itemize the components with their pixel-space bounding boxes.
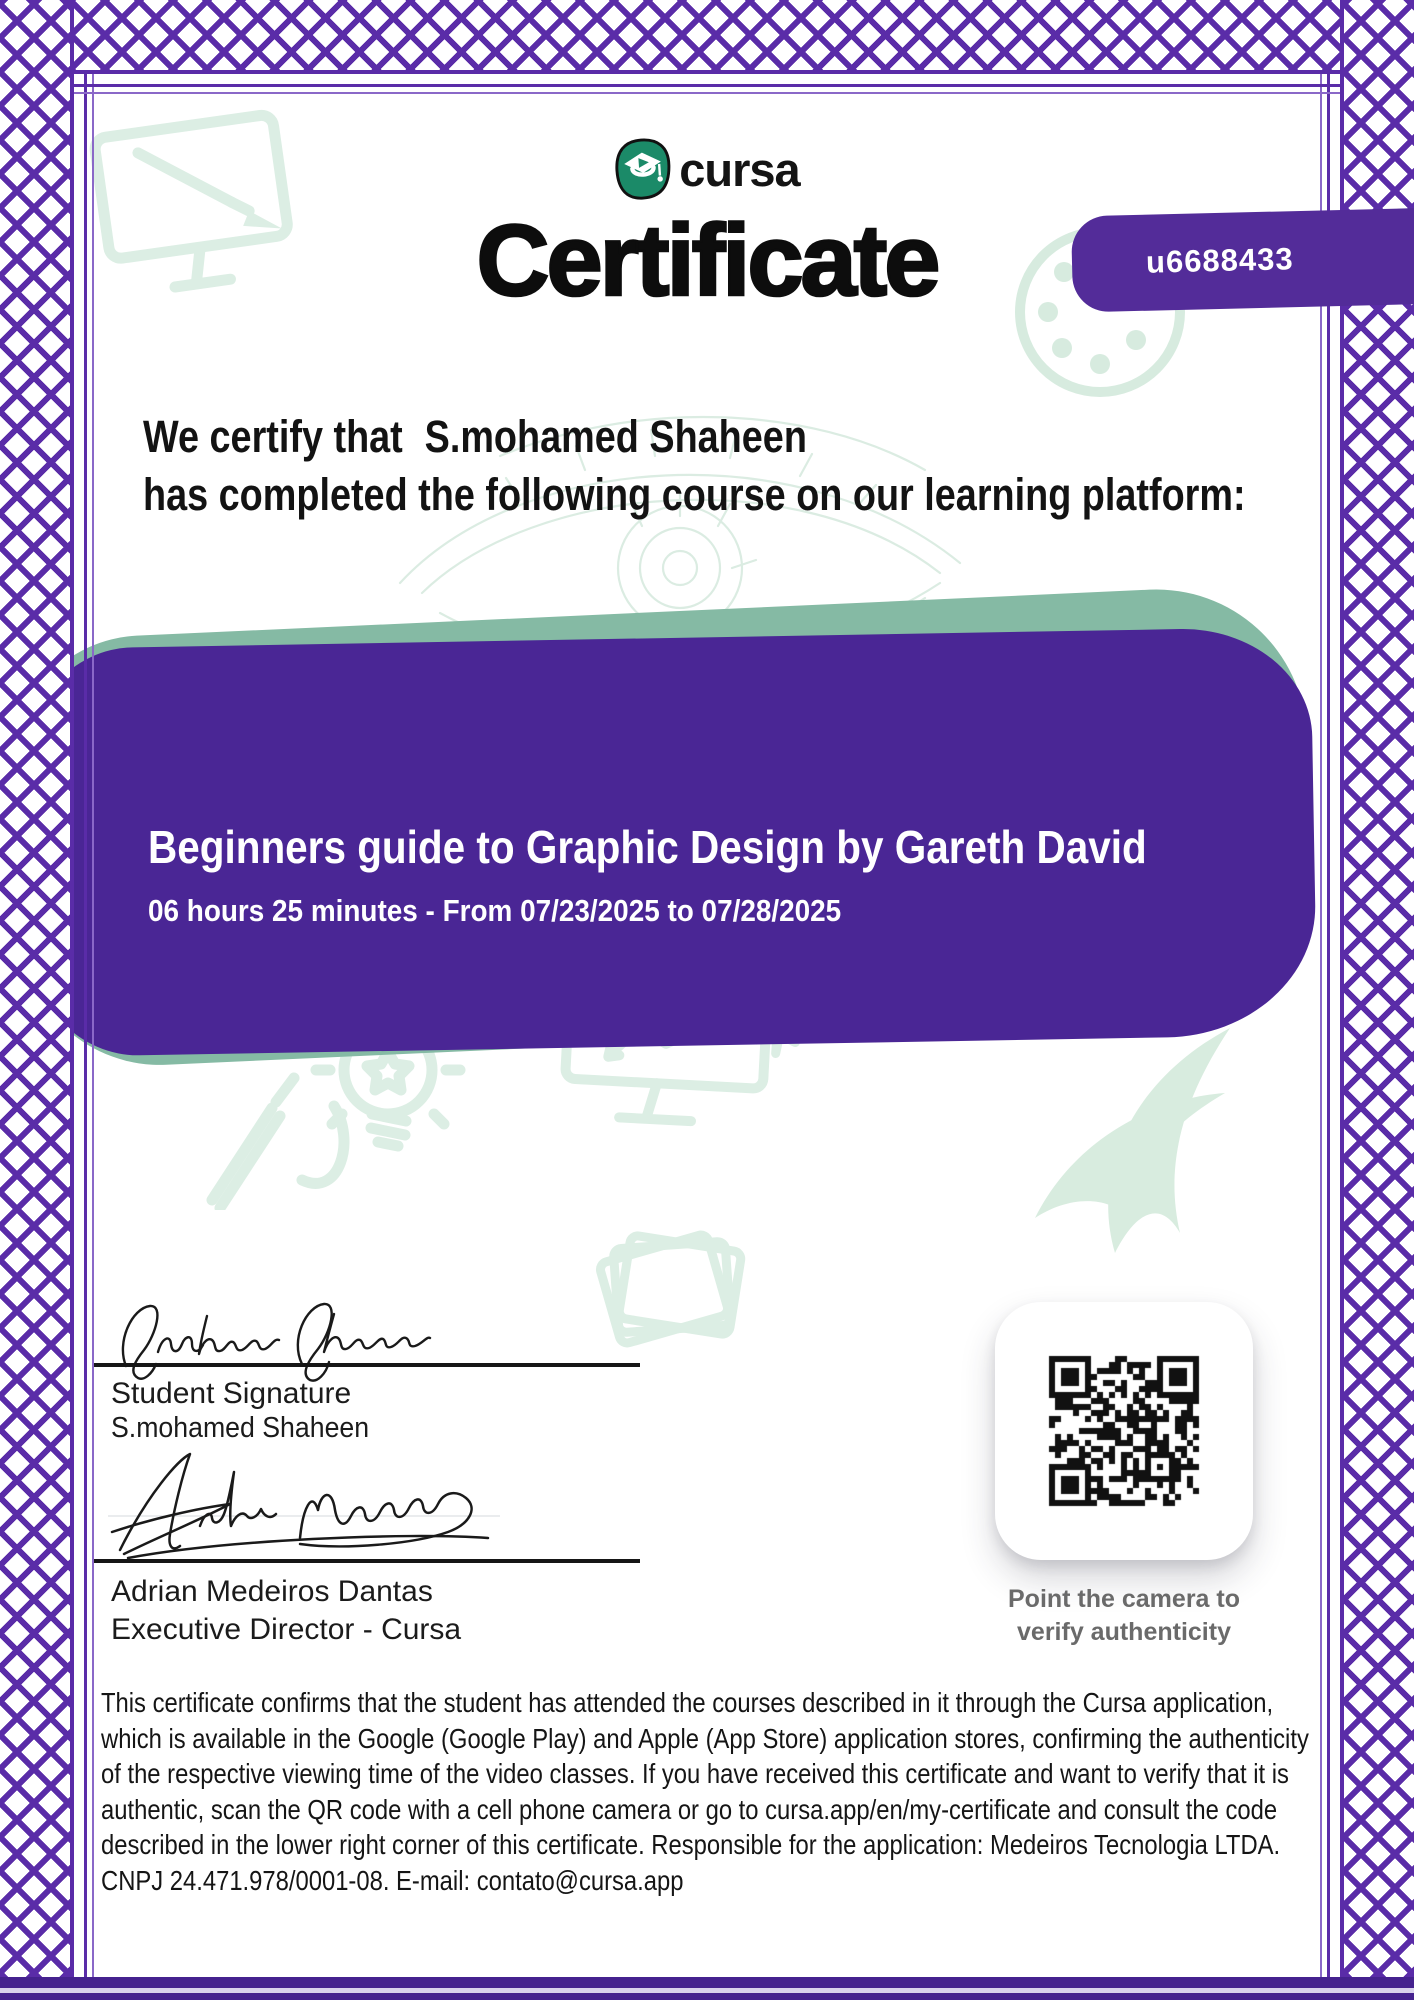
certificate-code-badge	[1071, 207, 1414, 312]
footer-disclaimer: This certificate confirms that the student has attended the courses described in it through the Cursa application, which is available in the Google (Google Play) and Apple (App Store) application stores, confirming the authenticity of the respective viewing time of the video classes. If you have received this certificate and want to verify that it is authentic, scan the QR code with a cell phone camera or go to cursa.app/en/my-certificate and consult the code described in the lower right corner of this certificate. Responsible for the application: Medeiros Tecnologia LTDA. CNPJ 24.471.978/0001-08. E-mail: contato@cursa.app	[101, 1687, 1309, 1896]
course-schedule: 06 hours 25 minutes - From 07/23/2025 to 07/28/2025	[148, 893, 842, 928]
inner-border-line	[74, 84, 1340, 87]
director-name: Adrian Medeiros Dantas	[111, 1575, 433, 1608]
cursa-logo	[0, 138, 1414, 200]
director-role: Executive Director - Cursa	[111, 1613, 462, 1646]
intro-text	[143, 408, 1414, 524]
cursa-logo-icon	[612, 136, 674, 202]
inner-border-line	[1327, 74, 1330, 1977]
inner-border-line	[1320, 74, 1322, 1977]
inner-border-line	[92, 74, 94, 1977]
bottom-bar	[0, 1977, 1414, 1988]
bottom-bar	[0, 1993, 1414, 2000]
student-signature-script	[112, 1294, 442, 1386]
stacked-papers-icon	[580, 1195, 760, 1365]
qr-code	[1037, 1344, 1211, 1518]
spiky-leaves-icon	[995, 1018, 1275, 1268]
qr-card	[995, 1302, 1253, 1560]
cursa-wordmark: cursa	[679, 142, 800, 196]
director-signature-line	[92, 1559, 640, 1563]
student-name: S.mohamed Shaheen	[424, 411, 807, 462]
student-signature-line	[92, 1363, 640, 1367]
certificate-code: u6688433	[1145, 241, 1295, 280]
border-pattern-top	[0, 0, 1414, 74]
inner-border-line	[74, 92, 1340, 94]
qr-caption: Point the camera to verify authenticity	[1008, 1585, 1240, 1646]
border-pattern-left	[0, 0, 74, 1977]
director-signature-script	[104, 1446, 508, 1566]
certificate-title: Certificate	[476, 205, 938, 317]
student-signature-label: Student Signature	[111, 1377, 352, 1410]
certify-prefix: We certify that	[143, 411, 403, 462]
inner-border-line	[84, 74, 87, 1977]
completion-line: has completed the following course on our learning platform:	[143, 469, 1246, 520]
student-printed-name: S.mohamed Shaheen	[111, 1412, 370, 1444]
course-title: Beginners guide to Graphic Design by Gareth David	[148, 821, 1147, 873]
